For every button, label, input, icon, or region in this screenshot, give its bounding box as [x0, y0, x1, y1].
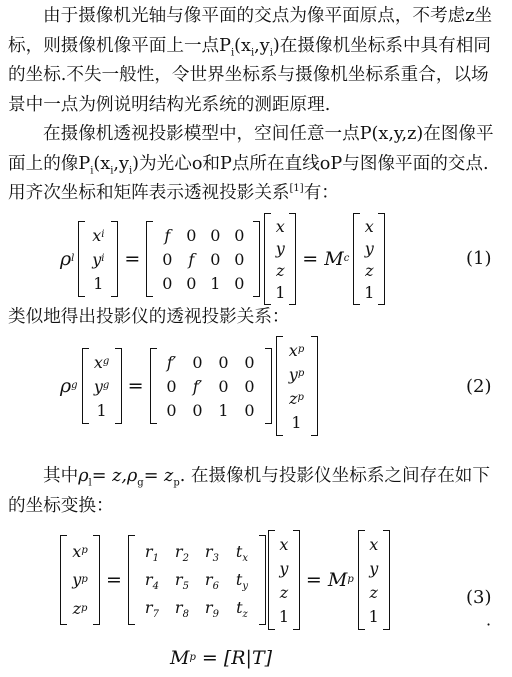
paragraph-2: 在摄像机透视投影模型中，空间任意一点P(x,y,z)在图像平面上的像$P_i(x_i,y_i)$为光心o和P点所在直线oP与图像平面的交点.用齐次坐标和矩阵表示透视投影关系[1]有：	[8, 124, 494, 203]
eq3-right-vector: x y z 1	[358, 530, 390, 630]
stray-mark: ·	[486, 615, 492, 634]
equation-1: ρ l x i y i 1 = f 0 0 0 0 f 0 0 0 0 1 0 x y z 1 = M c x y z 1	[60, 212, 385, 306]
eq2-left-vector: x g y g 1	[82, 348, 122, 424]
equation-3-number: (3)	[466, 587, 492, 608]
paragraph-3: 类似地得出投影仪的透视投影关系：	[8, 307, 290, 327]
eq2-point-vector: x p y p z p 1	[276, 336, 318, 436]
paragraph-4: 其中$\rho_l= z,\rho_g= z_p$. 在摄像机与投影仪坐标系之间存在如下的坐标变换：	[8, 466, 490, 516]
eq1-left-vector: x i y i 1	[78, 221, 118, 297]
paragraph-1: 由于摄像机光轴与像平面的交点为像平面原点，不考虑z坐标，则摄像机像平面上一点$P_i(x_i,y_i)$在摄像机坐标系中具有相同的坐标.不失一般性，令世界坐标系与摄像机坐标系重合，以场景中一点为例说明结构光系统的测距原理.	[8, 6, 493, 115]
equation-2-number: (2)	[466, 376, 492, 397]
eq1-point-vector: x y z 1	[264, 213, 296, 305]
eq1-right-vector: x y z 1	[353, 213, 385, 305]
eq3-left-vector: x p y p z p	[60, 535, 100, 625]
eq3-transform-matrix: $r_1$ $r_2$ $r_3$ $t_x$ $r_4$ $r_5$ $r_6$ $t_y$ $r_7$ $r_8$ $r_9$ $t_z$	[128, 535, 266, 625]
equation-1-number: (1)	[466, 248, 492, 269]
eq1-projection-matrix: f 0 0 0 0 f 0 0 0 0 1 0	[146, 221, 260, 297]
equation-4: M p = [R|T]	[170, 647, 273, 669]
equation-3: x p y p z p = $r_1$ $r_2$ $r_3$ $t_x$ $r_4$ $r_5$ $r_6$ $t_y$ $r_7$ $r_8$ $r_9$ $t_z$ x y z 1 = M p x y z 1	[60, 530, 390, 630]
eq3-point-vector: x y z 1	[268, 530, 300, 630]
equation-2: ρ g x g y g 1 = f′ 0 0 0 0 f′ 0 0 0 0 1 0 x p y p z p 1	[60, 336, 318, 436]
eq2-projection-matrix: f′ 0 0 0 0 f′ 0 0 0 0 1 0	[150, 348, 272, 424]
